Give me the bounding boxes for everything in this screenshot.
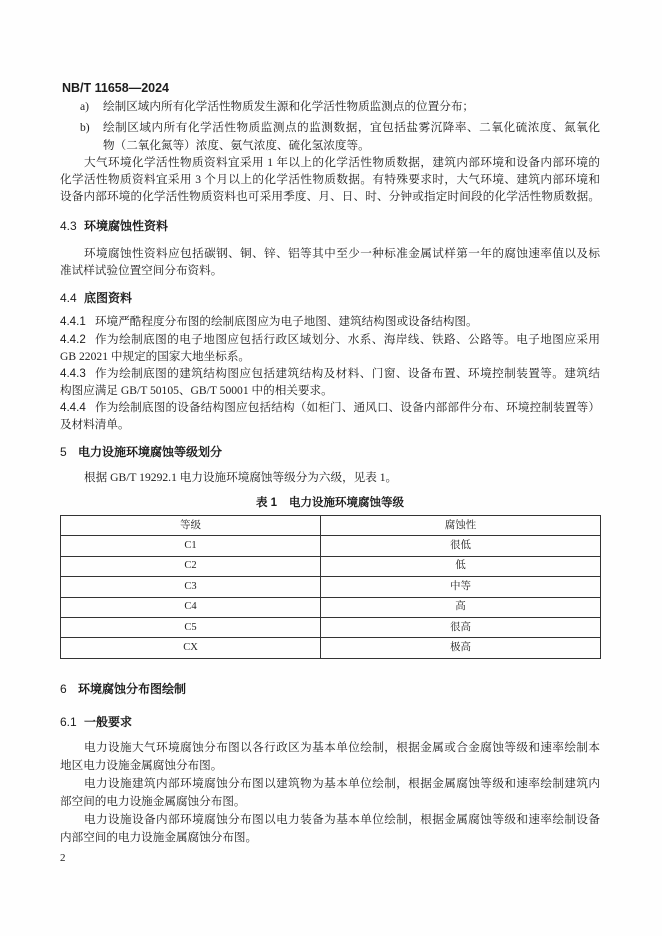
table-cell-corrosivity: 高 [321,597,601,617]
table-number: 表 1 [255,497,278,509]
paragraph-line: 电力设施建筑内部环境腐蚀分布图以建筑物为基本单位绘制，根据金属腐蚀等级和速率绘制建筑内 [84,777,600,790]
table-cell-grade: CX [61,638,321,658]
table-header-cell: 腐蚀性 [321,516,601,536]
clause-line: 环境严酷程度分布图的绘制底图应为电子地图、建筑结构图或设备结构图。 [95,315,478,328]
section-title: 电力设施环境腐蚀等级划分 [78,445,223,459]
clause-number-4-4-1: 4.4.1 [60,315,86,328]
list-item-b-line: 绘制区域内所有化学活性物质监测点的监测数据，宜包括盐雾沉降率、二氧化硫浓度、氮氧化 [103,121,600,134]
table-cell-corrosivity: 极高 [321,638,601,658]
clause-line: 作为绘制底图的电子地图应包括行政区域划分、水系、海岸线、铁路、公路等。电子地图应采用 [95,333,600,346]
table-row [61,617,601,637]
paragraph-line: 部空间的电力设施金属腐蚀分布图。 [60,795,246,808]
paragraph-line: 大气环境化学活性物质资料宜采用 1 年以上的化学活性物质数据，建筑内部环境和设备内部环境的 [84,156,600,169]
section-number: 6.1 [60,715,77,729]
clause-line: 作为绘制底图的设备结构图应包括结构（如柜门、通风口、设备内部部件分布、环境控制装置等） [95,401,600,414]
paragraph-line: 电力设施设备内部环境腐蚀分布图以电力装备为基本单位绘制，根据金属腐蚀等级和速率绘制设备 [84,813,600,826]
paragraph-line: 内部空间的电力设施金属腐蚀分布图。 [60,831,258,844]
table-cell-grade: C5 [61,617,321,637]
list-item-marker-a: a) [80,100,90,113]
section-title: 底图资料 [84,291,133,305]
section-heading-5 [60,445,600,459]
page-number: 2 [60,852,66,864]
clause-number-4-4-3: 4.4.3 [60,367,86,380]
table-cell-corrosivity: 很高 [321,617,601,637]
table-cell-corrosivity: 很低 [321,536,601,556]
section-heading-4-4 [60,291,600,305]
paragraph-line: 设备内部环境的化学活性物质资料也可采用季度、月、日、时、分钟或指定时间段的化学活性物质数据。 [60,190,600,203]
clause-line: 及材料清单。 [60,418,130,431]
section-heading-6 [60,682,600,696]
paragraph-line: 根据 GB/T 19292.1 电力设施环境腐蚀等级分为六级，见表 1。 [84,471,398,484]
table-cell-corrosivity: 低 [321,556,601,576]
clause-line: GB 22021 中规定的国家大地坐标系。 [60,350,251,363]
table-row [61,638,601,658]
paragraph-line: 准试样试验位置空间分布资料。 [60,264,223,277]
clause-line: 作为绘制底图的建筑结构图应包括建筑结构及材料、门窗、设备布置、环境控制装置等。建筑结 [95,367,600,380]
clause-line: 构图应满足 GB/T 50105、GB/T 50001 中的相关要求。 [60,384,333,397]
paragraph-line: 地区电力设施金属腐蚀分布图。 [60,759,223,772]
section-heading-6-1 [60,715,600,729]
list-item-b-line: 物（二氧化氮等）浓度、氨气浓度、硫化氢浓度等。 [103,139,370,152]
table-cell-corrosivity: 中等 [321,577,601,597]
table-row [61,577,601,597]
table-row [61,597,601,617]
table-cell-grade: C1 [61,536,321,556]
table-title: 电力设施环境腐蚀等级 [289,497,405,509]
list-item-marker-b: b) [80,121,90,134]
table-cell-grade: C3 [61,577,321,597]
section-number: 4.4 [60,291,77,305]
clause-number-4-4-4: 4.4.4 [60,401,86,414]
section-number: 6 [60,682,67,696]
table-1 [60,515,601,659]
document-code-header: NB/T 11658—2024 [62,81,170,95]
clause-number-4-4-2: 4.4.2 [60,333,86,346]
table-caption [60,496,600,510]
section-number: 4.3 [60,219,77,233]
table-header-row [61,516,601,536]
table-header-cell: 等级 [61,516,321,536]
section-title: 环境腐蚀性资料 [84,219,169,233]
table-cell-grade: C4 [61,597,321,617]
paragraph-line: 电力设施大气环境腐蚀分布图以各行政区为基本单位绘制，根据金属或合金腐蚀等级和速率绘制本 [84,741,600,754]
table-cell-grade: C2 [61,556,321,576]
section-number: 5 [60,445,67,459]
list-item-a-line: 绘制区域内所有化学活性物质发生源和化学活性物质监测点的位置分布； [103,100,475,113]
section-title: 一般要求 [84,715,133,729]
table-row [61,556,601,576]
section-heading-4-3 [60,219,600,233]
paragraph-line: 环境腐蚀性资料应包括碳钢、铜、锌、铝等其中至少一种标准金属试样第一年的腐蚀速率值以及标 [84,247,600,260]
table-row [61,536,601,556]
section-title: 环境腐蚀分布图绘制 [78,682,187,696]
paragraph-line: 化学活性物质资料宜采用 3 个月以上的化学活性物质数据。有特殊要求时，大气环境、建筑内部环境和 [60,173,600,186]
